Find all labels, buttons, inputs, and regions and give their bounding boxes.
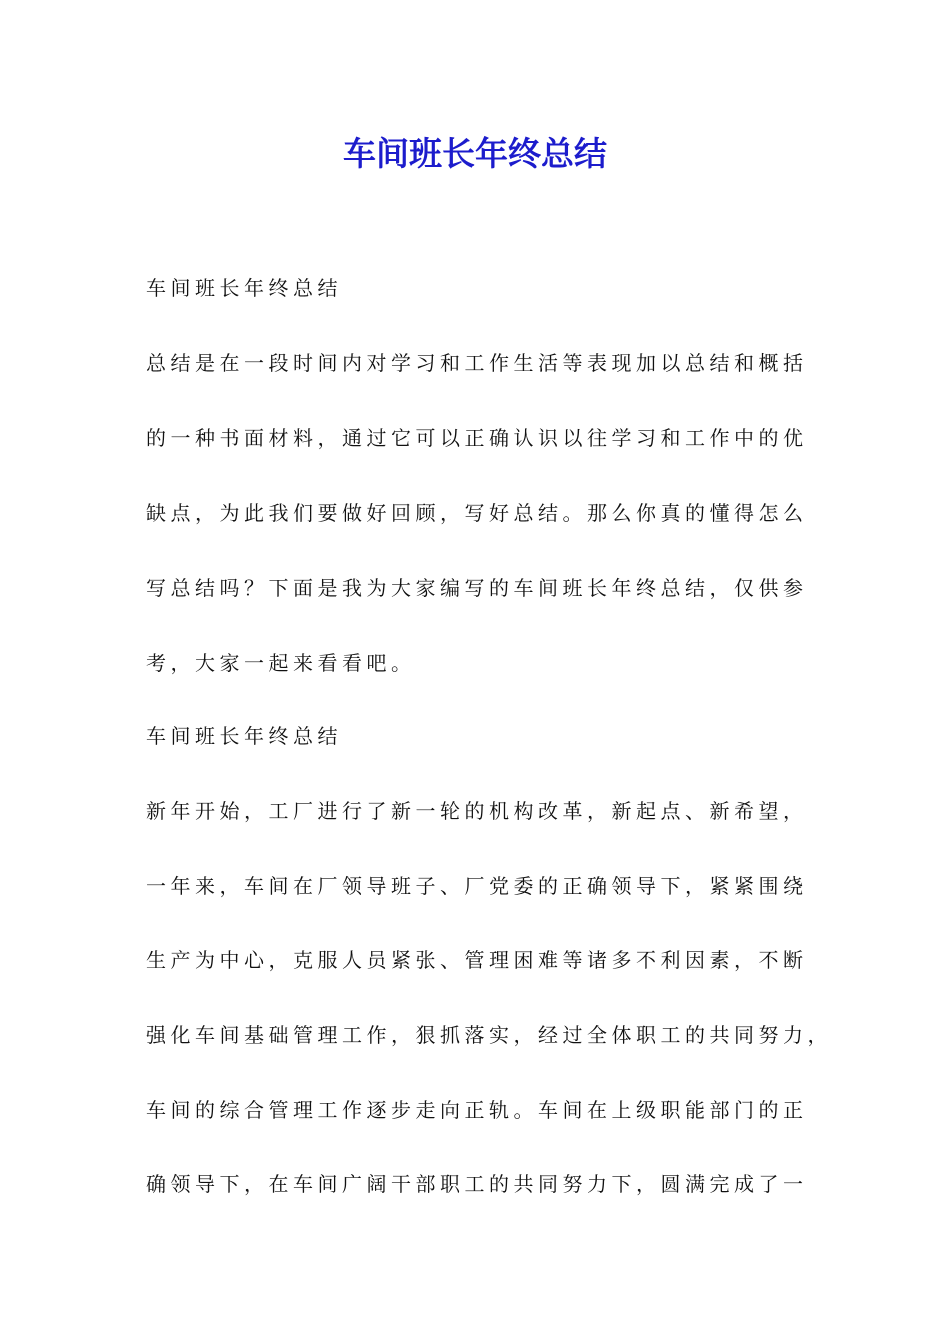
paragraph-line: 缺点，为此我们要做好回顾，写好总结。那么你真的懂得怎么	[146, 501, 808, 525]
paragraph-line: 车间的综合管理工作逐步走向正轨。车间在上级职能部门的正	[146, 1098, 808, 1122]
section-heading: 车间班长年终总结	[146, 276, 342, 300]
document-title: 车间班长年终总结	[343, 134, 607, 173]
paragraph-line: 新年开始，工厂进行了新一轮的机构改革，新起点、新希望，	[146, 799, 808, 823]
paragraph-line: 强化车间基础管理工作，狠抓落实，经过全体职工的共同努力，	[146, 1023, 832, 1047]
paragraph-line: 写总结吗？下面是我为大家编写的车间班长年终总结，仅供参	[146, 576, 808, 600]
paragraph-line: 的一种书面材料，通过它可以正确认识以往学习和工作中的优	[146, 426, 808, 450]
paragraph-line: 考，大家一起来看看吧。	[146, 651, 416, 675]
paragraph-line: 生产为中心，克服人员紧张、管理困难等诸多不利因素，不断	[146, 948, 808, 972]
paragraph-line: 一年来，车间在厂领导班子、厂党委的正确领导下，紧紧围绕	[146, 874, 808, 898]
paragraph-line: 总结是在一段时间内对学习和工作生活等表现加以总结和概括	[146, 351, 808, 375]
paragraph-line: 确领导下，在车间广阔干部职工的共同努力下，圆满完成了一	[146, 1172, 808, 1196]
section-heading: 车间班长年终总结	[146, 724, 342, 748]
